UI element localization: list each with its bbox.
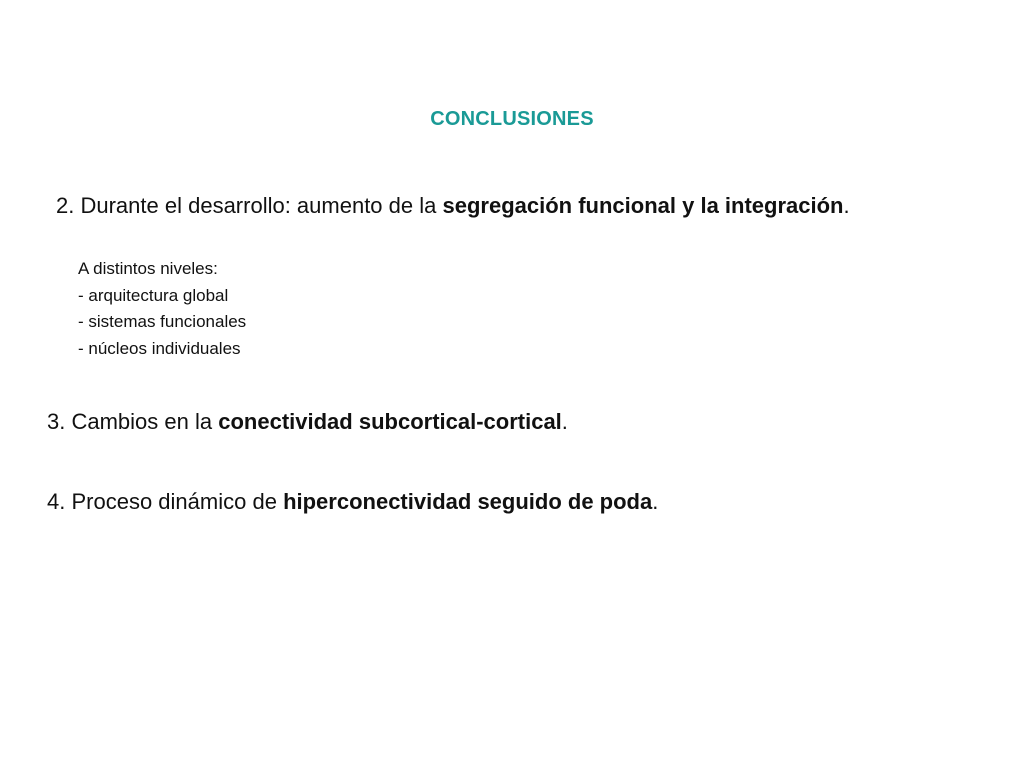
point-number: 4.: [47, 489, 66, 514]
levels-item: - arquitectura global: [78, 285, 229, 305]
point-text: Proceso dinámico de: [71, 489, 277, 514]
slide-title: CONCLUSIONES: [430, 108, 594, 130]
point-punctuation: .: [561, 409, 568, 434]
point-number: 3.: [47, 409, 66, 434]
levels-item: - sistemas funcionales: [78, 312, 247, 331]
levels-item: - núcleos individuales: [78, 338, 241, 358]
conclusion-point-3: [47, 408, 568, 436]
conclusion-point-2: [56, 192, 850, 220]
levels-heading: A distintos niveles:: [78, 259, 218, 278]
point-punctuation: .: [843, 193, 850, 218]
levels-list: [78, 256, 246, 362]
point-emphasis: conectividad subcortical-cortical: [218, 409, 562, 434]
point-text: Durante el desarrollo: aumento de la: [80, 193, 437, 218]
point-number: 2.: [56, 193, 75, 218]
point-emphasis: segregación funcional y la integración: [442, 193, 844, 218]
point-punctuation: .: [652, 489, 659, 514]
point-text: Cambios en la: [71, 409, 213, 434]
conclusion-point-4: [47, 488, 658, 516]
point-emphasis: hiperconectividad seguido de poda: [283, 489, 653, 514]
